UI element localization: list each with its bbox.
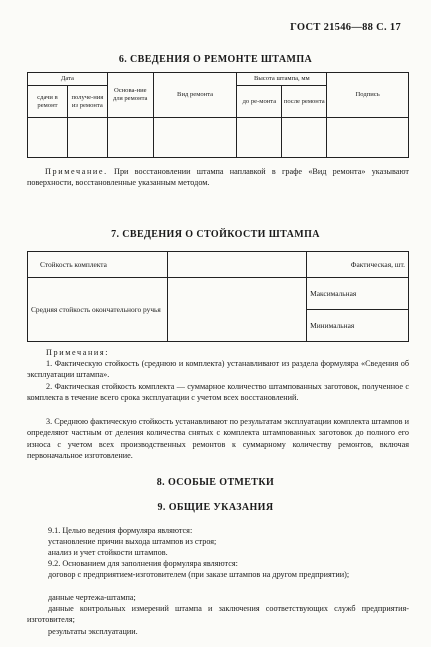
note-2: 2. Фактическая стойкость комплекта — суммарное количество штампованных заготовок, полученное с комплекта в течение всего срока эксплуатации с учетом всех восстановлений. [27, 382, 409, 403]
section-7-title: 7. СВЕДЕНИЯ О СТОЙКОСТИ ШТАМПА [111, 229, 320, 240]
repair-table [27, 72, 409, 158]
note-3: 3. Среднюю фактическую стойкость устанавливают по результатам эксплуатации комплекта штампов и определяют частным от деления количества снятых с комплекта штампованных заготовок до полного его износа с учетом всех производственных ремонтов к суммарному количеству ремонтов, включая первоначальное изготовление. [27, 417, 409, 460]
col-received: получе-ния из ремонта [67, 86, 107, 118]
avg-stock-label: Средняя стойкость окончательного ручья [28, 278, 168, 342]
col-before: до ре-монта [237, 86, 282, 118]
col-after: после ремонта [282, 86, 327, 118]
page-header: ГОСТ 21546—88 С. 17 [290, 22, 401, 33]
list-item: установление причин выхода штампов из строя; [48, 537, 217, 546]
durability-table [27, 251, 409, 342]
list-item: 9.2. Основанием для заполнения формуляра являются: [48, 559, 238, 568]
section-6-note: Примечание. При восстановлении штампа наплавкой в графе «Вид ремонта» указывают поверхности, восстановленные указанным методом. [27, 167, 409, 188]
col-date: Дата [28, 73, 108, 86]
list-item: анализ и учет стойкости штампов. [48, 548, 168, 557]
notes-label: Примечания: [46, 348, 110, 357]
col-kind: Вид ремонта [153, 73, 237, 118]
col-signature: Подпись [327, 73, 409, 118]
max-label: Максимальная [307, 278, 409, 310]
table-row [28, 118, 409, 158]
section-9-title: 9. ОБЩИЕ УКАЗАНИЯ [157, 502, 274, 513]
col-set-stock: Стойкость комплекта [28, 252, 168, 278]
list-item: данные контрольных измерений штампа и заключения соответствующих служб предприятия-изготовителя; [27, 604, 409, 625]
col-sent: сдачи в ремонт [28, 86, 68, 118]
note-1: 1. Фактическую стойкость (среднюю и комплекта) устанавливают из раздела формуляра «Сведения об эксплуатации штампа». [27, 359, 409, 380]
min-label: Минимальная [307, 310, 409, 342]
list-item: договор с предприятием-изготовителем (при заказе штампов на другом предприятии); [48, 570, 350, 579]
col-height: Высота штампа, мм [237, 73, 327, 86]
list-item: 9.1. Целью ведения формуляра являются: [48, 526, 193, 535]
col-basis: Основа-ние для ремонта [107, 73, 153, 118]
section-8-title: 8. ОСОБЫЕ ОТМЕТКИ [156, 477, 275, 488]
list-item: результаты эксплуатации. [48, 627, 138, 636]
list-item: данные чертежа-штампа; [48, 593, 136, 602]
section-6-title: 6. СВЕДЕНИЯ О РЕМОНТЕ ШТАМПА [118, 54, 313, 65]
col-actual: Фактическая, шт. [307, 252, 409, 278]
